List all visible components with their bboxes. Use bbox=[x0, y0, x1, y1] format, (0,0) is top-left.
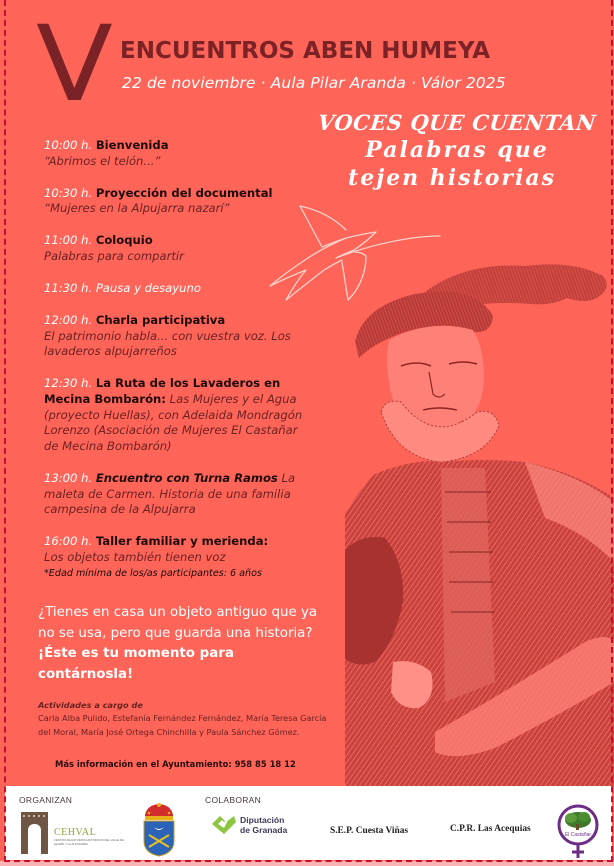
program-item bbox=[44, 471, 314, 518]
event-title: Bienvenida bbox=[95, 138, 169, 152]
event-description: “Abrimos el telón...” bbox=[44, 153, 161, 168]
diputacion-name bbox=[240, 815, 287, 835]
diputacion-line-1: Diputación bbox=[240, 815, 285, 825]
tower-battlements bbox=[23, 815, 45, 817]
program-item bbox=[44, 376, 314, 454]
svg-text:El Castañar: El Castañar bbox=[564, 832, 592, 838]
age-note: *Edad mínima de los/as participantes: 6 años bbox=[44, 568, 262, 580]
tagline bbox=[312, 110, 602, 191]
credits-heading: Actividades a cargo de bbox=[38, 700, 143, 710]
municipal-crest-icon bbox=[139, 801, 179, 857]
event-time: 10:30 h. bbox=[44, 185, 93, 200]
cehval-logo bbox=[18, 810, 128, 856]
callout-emphasis: ¡Éste es tu momento para contárnosla! bbox=[38, 646, 234, 682]
diputacion-line-2: de Granada bbox=[240, 825, 288, 835]
more-info-contact: Más información en el Ayuntamiento: 958 85 18 12 bbox=[55, 759, 296, 769]
event-title: Taller familiar y merienda: bbox=[95, 534, 269, 549]
event-description: “Mujeres en la Alpujarra nazarí” bbox=[44, 201, 230, 216]
event-title: La Ruta de los Lavaderos en Mecina Bombarón: bbox=[44, 376, 281, 407]
event-title: Coloquio bbox=[95, 233, 153, 248]
diputacion-granada-logo bbox=[210, 812, 310, 842]
event-time: 11:00 h. bbox=[44, 233, 93, 248]
event-title: Proyección del documental bbox=[95, 185, 273, 200]
edition-numeral: V bbox=[36, 3, 111, 125]
event-description: La maleta de Carmen. Historia de una familia campesina de la Alpujarra bbox=[44, 470, 296, 517]
credits-names: Carla Alba Pulido, Estefanía Fernández Fernández, María Teresa García del Moral, María José Ortega Chinchilla y Paula Sánchez Gómez. bbox=[38, 713, 327, 737]
event-title: Charla participativa bbox=[95, 313, 226, 328]
program-schedule bbox=[44, 138, 314, 597]
cehval-name: CEHVAL bbox=[54, 827, 97, 838]
program-item bbox=[44, 186, 314, 217]
program-item bbox=[44, 281, 314, 297]
event-time: 13:00 h. bbox=[44, 470, 93, 485]
tagline-line-1: VOCES QUE CUENTAN bbox=[316, 110, 598, 135]
event-time: 11:30 h. Pausa y desayuno bbox=[44, 281, 201, 296]
event-description: Palabras para compartir bbox=[44, 248, 184, 263]
collaborators-label: COLABORAN bbox=[205, 795, 262, 805]
credits bbox=[38, 699, 328, 739]
el-castanar-logo-icon bbox=[555, 804, 601, 860]
program-item bbox=[44, 138, 314, 169]
program-item bbox=[44, 233, 314, 264]
tower-arch bbox=[28, 824, 41, 854]
event-time: 10:00 h. bbox=[44, 138, 93, 152]
sponsors-footer bbox=[5, 786, 612, 860]
event-time: 12:00 h. bbox=[44, 313, 93, 328]
event-time: 16:00 h. bbox=[44, 534, 93, 549]
cpr-las-acequias: C.P.R. Las Acequias bbox=[450, 824, 531, 834]
dashed-border-left bbox=[4, 0, 6, 862]
dashed-border-right bbox=[611, 0, 613, 862]
event-time: 12:30 h. bbox=[44, 376, 93, 391]
sep-cuesta-vinas: S.E.P. Cuesta Viñas bbox=[330, 826, 409, 836]
aben-humeya-portrait bbox=[345, 262, 614, 787]
event-title: ENCUENTROS ABEN HUMEYA bbox=[120, 38, 491, 64]
event-description: El patrimonio habla... con vuestra voz. Los lavaderos alpujarreños bbox=[44, 328, 291, 359]
callout-question bbox=[38, 603, 318, 685]
organizers-label: ORGANIZAN bbox=[19, 795, 73, 805]
cehval-subtitle: CENTRO DE ESTUDIOS HISTÓRICOS DEL VALLE DE LECRÍN Y LA ALPUJARRA bbox=[54, 838, 124, 846]
event-description: Los objetos también tienen voz bbox=[44, 549, 226, 564]
program-item bbox=[44, 313, 314, 360]
tagline-line-3: tejen historias bbox=[348, 165, 556, 191]
event-title: Encuentro con Turna Ramos bbox=[95, 470, 278, 485]
dashed-border-bottom bbox=[4, 860, 613, 862]
program-item bbox=[44, 534, 314, 581]
event-description: Las Mujeres y el Agua (proyecto Huellas), con Adelaida Mondragón Lorenzo (Asociación de Mujeres El Castañar de Mecina Bombarón) bbox=[44, 392, 303, 453]
callout-text: ¿Tienes en casa un objeto antiguo que ya no se usa, pero que guarda una historia? bbox=[38, 605, 318, 641]
diputacion-chevron-icon bbox=[210, 812, 238, 838]
tagline-line-2: Palabras que bbox=[365, 137, 549, 163]
event-date-location: 22 de noviembre · Aula Pilar Aranda · Válor 2025 bbox=[122, 74, 506, 92]
